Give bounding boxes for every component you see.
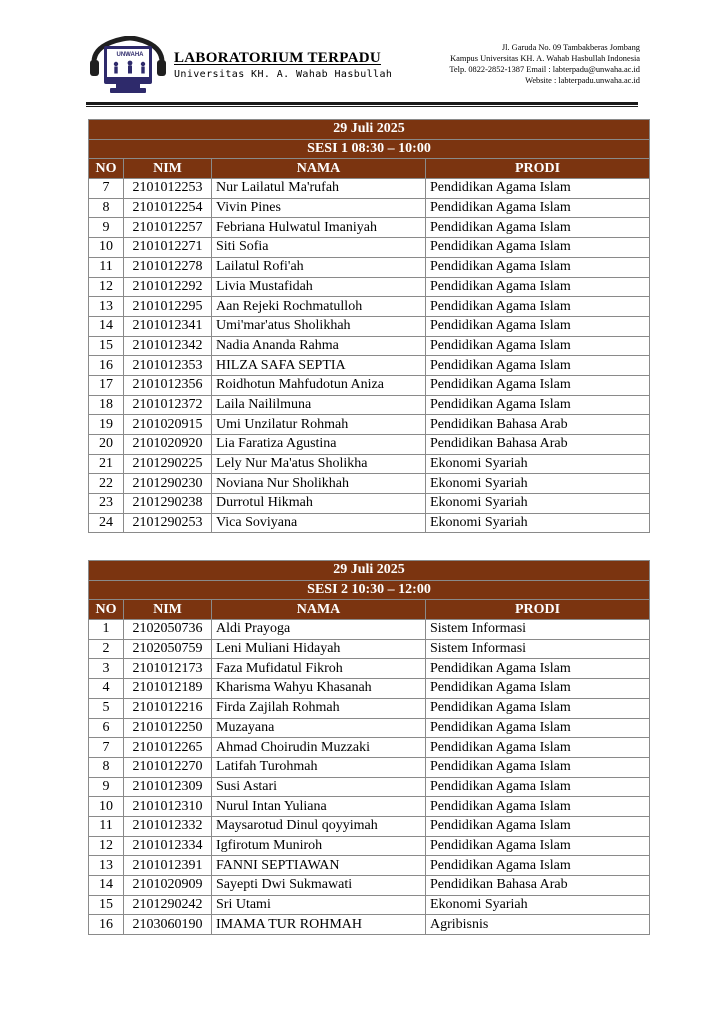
cell-nim: 2101290230 <box>124 474 212 494</box>
cell-prodi: Pendidikan Agama Islam <box>426 836 650 856</box>
col-nim-header: NIM <box>124 600 212 620</box>
cell-nim: 2101012342 <box>124 336 212 356</box>
cell-nama: Igfirotum Muniroh <box>212 836 426 856</box>
cell-prodi: Ekonomi Syariah <box>426 474 650 494</box>
cell-prodi: Pendidikan Agama Islam <box>426 218 650 238</box>
cell-nama: IMAMA TUR ROHMAH <box>212 915 426 935</box>
cell-prodi: Pendidikan Agama Islam <box>426 856 650 876</box>
cell-nim: 2101012310 <box>124 797 212 817</box>
cell-no: 14 <box>89 316 124 336</box>
cell-no: 15 <box>89 336 124 356</box>
session-1-table <box>88 119 650 533</box>
table-row <box>89 297 650 317</box>
table-row <box>89 876 650 896</box>
cell-nama: Aan Rejeki Rochmatulloh <box>212 297 426 317</box>
cell-nama: Siti Sofia <box>212 238 426 258</box>
cell-prodi: Pendidikan Agama Islam <box>426 336 650 356</box>
cell-prodi: Ekonomi Syariah <box>426 454 650 474</box>
table-row <box>89 915 650 935</box>
cell-prodi: Sistem Informasi <box>426 639 650 659</box>
table-row <box>89 277 650 297</box>
cell-no: 16 <box>89 356 124 376</box>
cell-nama: Kharisma Wahyu Khasanah <box>212 679 426 699</box>
cell-nama: Nurul Intan Yuliana <box>212 797 426 817</box>
col-no-header: NO <box>89 159 124 179</box>
cell-nim: 2101290253 <box>124 513 212 533</box>
table-row <box>89 777 650 797</box>
table-row <box>89 238 650 258</box>
cell-nim: 2101012391 <box>124 856 212 876</box>
col-nama-header: NAMA <box>212 159 426 179</box>
cell-nim: 2101012257 <box>124 218 212 238</box>
cell-no: 13 <box>89 856 124 876</box>
cell-nim: 2101020909 <box>124 876 212 896</box>
cell-nim: 2101012216 <box>124 698 212 718</box>
cell-nama: Sri Utami <box>212 895 426 915</box>
cell-prodi: Pendidikan Agama Islam <box>426 718 650 738</box>
cell-no: 11 <box>89 257 124 277</box>
col-nim-header: NIM <box>124 159 212 179</box>
table-row <box>89 797 650 817</box>
cell-no: 11 <box>89 816 124 836</box>
table-row <box>89 356 650 376</box>
table-row <box>89 659 650 679</box>
cell-nim: 2101012250 <box>124 718 212 738</box>
cell-prodi: Pendidikan Agama Islam <box>426 179 650 199</box>
cell-nim: 2101012173 <box>124 659 212 679</box>
cell-no: 19 <box>89 415 124 435</box>
cell-nim: 2101012332 <box>124 816 212 836</box>
cell-nama: FANNI SEPTIAWAN <box>212 856 426 876</box>
cell-prodi: Ekonomi Syariah <box>426 895 650 915</box>
cell-no: 22 <box>89 474 124 494</box>
cell-no: 10 <box>89 797 124 817</box>
cell-prodi: Pendidikan Agama Islam <box>426 198 650 218</box>
cell-prodi: Agribisnis <box>426 915 650 935</box>
cell-nama: Muzayana <box>212 718 426 738</box>
cell-prodi: Pendidikan Agama Islam <box>426 395 650 415</box>
table-row <box>89 738 650 758</box>
cell-nim: 2101290242 <box>124 895 212 915</box>
cell-nama: Noviana Nur Sholikhah <box>212 474 426 494</box>
cell-no: 3 <box>89 659 124 679</box>
table-row <box>89 435 650 455</box>
table-row <box>89 257 650 277</box>
cell-prodi: Pendidikan Agama Islam <box>426 659 650 679</box>
cell-prodi: Pendidikan Agama Islam <box>426 738 650 758</box>
cell-nama: Laila Naililmuna <box>212 395 426 415</box>
cell-no: 2 <box>89 639 124 659</box>
table-row <box>89 639 650 659</box>
cell-nama: Nur Lailatul Ma'rufah <box>212 179 426 199</box>
cell-prodi: Ekonomi Syariah <box>426 513 650 533</box>
lab-logo-icon <box>86 36 168 96</box>
cell-nama: HILZA SAFA SEPTIA <box>212 356 426 376</box>
cell-nim: 2102050759 <box>124 639 212 659</box>
cell-nama: Maysarotud Dinul qoyyimah <box>212 816 426 836</box>
session-time: SESI 1 08:30 – 10:00 <box>89 139 650 159</box>
cell-nim: 2101012270 <box>124 757 212 777</box>
cell-prodi: Pendidikan Agama Islam <box>426 797 650 817</box>
cell-nim: 2101290225 <box>124 454 212 474</box>
cell-no: 10 <box>89 238 124 258</box>
cell-no: 12 <box>89 836 124 856</box>
cell-nama: Lailatul Rofi'ah <box>212 257 426 277</box>
session-date: 29 Juli 2025 <box>89 561 650 581</box>
table-row <box>89 179 650 199</box>
cell-no: 8 <box>89 198 124 218</box>
cell-no: 21 <box>89 454 124 474</box>
table-row <box>89 679 650 699</box>
cell-nama: Latifah Turohmah <box>212 757 426 777</box>
cell-nim: 2101012271 <box>124 238 212 258</box>
cell-nim: 2101012372 <box>124 395 212 415</box>
cell-nim: 2101012278 <box>124 257 212 277</box>
lab-subtitle: Universitas KH. A. Wahab Hasbullah <box>174 69 393 80</box>
cell-nim: 2101290238 <box>124 494 212 514</box>
cell-nama: Vivin Pines <box>212 198 426 218</box>
table-row <box>89 895 650 915</box>
cell-nim: 2103060190 <box>124 915 212 935</box>
table-row <box>89 620 650 640</box>
session-2-table <box>88 560 650 935</box>
cell-prodi: Pendidikan Bahasa Arab <box>426 435 650 455</box>
cell-no: 15 <box>89 895 124 915</box>
table-row <box>89 316 650 336</box>
cell-prodi: Pendidikan Agama Islam <box>426 257 650 277</box>
cell-no: 9 <box>89 218 124 238</box>
cell-nama: Livia Mustafidah <box>212 277 426 297</box>
table-row <box>89 757 650 777</box>
cell-nama: Aldi Prayoga <box>212 620 426 640</box>
cell-prodi: Pendidikan Agama Islam <box>426 777 650 797</box>
cell-no: 13 <box>89 297 124 317</box>
logo-text: UNWAHA <box>116 52 144 58</box>
cell-nama: Ahmad Choirudin Muzzaki <box>212 738 426 758</box>
cell-nama: Durrotul Hikmah <box>212 494 426 514</box>
session-time: SESI 2 10:30 – 12:00 <box>89 580 650 600</box>
table-row <box>89 856 650 876</box>
cell-no: 9 <box>89 777 124 797</box>
cell-no: 23 <box>89 494 124 514</box>
cell-no: 18 <box>89 395 124 415</box>
cell-nama: Lia Faratiza Agustina <box>212 435 426 455</box>
address-line: Kampus Universitas KH. A. Wahab Hasbullah Indonesia <box>450 54 640 63</box>
cell-nim: 2101012189 <box>124 679 212 699</box>
cell-prodi: Pendidikan Agama Islam <box>426 297 650 317</box>
table-row <box>89 494 650 514</box>
cell-nama: Susi Astari <box>212 777 426 797</box>
cell-prodi: Sistem Informasi <box>426 620 650 640</box>
cell-nim: 2101020920 <box>124 435 212 455</box>
cell-prodi: Pendidikan Agama Islam <box>426 356 650 376</box>
cell-no: 4 <box>89 679 124 699</box>
cell-nama: Leni Muliani Hidayah <box>212 639 426 659</box>
cell-prodi: Pendidikan Bahasa Arab <box>426 876 650 896</box>
cell-nim: 2101012295 <box>124 297 212 317</box>
table-row <box>89 454 650 474</box>
cell-nim: 2101012356 <box>124 375 212 395</box>
table-row <box>89 513 650 533</box>
cell-nama: Roidhotun Mahfudotun Aniza <box>212 375 426 395</box>
cell-nim: 2101020915 <box>124 415 212 435</box>
table-row <box>89 474 650 494</box>
cell-prodi: Pendidikan Agama Islam <box>426 816 650 836</box>
cell-nim: 2101012254 <box>124 198 212 218</box>
table-row <box>89 836 650 856</box>
cell-nama: Sayepti Dwi Sukmawati <box>212 876 426 896</box>
cell-no: 24 <box>89 513 124 533</box>
cell-nama: Lely Nur Ma'atus Sholikha <box>212 454 426 474</box>
address-line: Telp. 0822-2852-1387 Email : labterpadu@unwaha.ac.id <box>449 65 640 74</box>
cell-nama: Febriana Hulwatul Imaniyah <box>212 218 426 238</box>
address-line: Jl. Garuda No. 09 Tambakberas Jombang <box>501 43 640 52</box>
cell-no: 20 <box>89 435 124 455</box>
cell-no: 17 <box>89 375 124 395</box>
cell-nim: 2102050736 <box>124 620 212 640</box>
cell-nim: 2101012292 <box>124 277 212 297</box>
cell-nama: Firda Zajilah Rohmah <box>212 698 426 718</box>
cell-nim: 2101012309 <box>124 777 212 797</box>
cell-prodi: Pendidikan Agama Islam <box>426 679 650 699</box>
cell-nim: 2101012334 <box>124 836 212 856</box>
address-block <box>449 42 640 86</box>
cell-nama: Nadia Ananda Rahma <box>212 336 426 356</box>
table-row <box>89 395 650 415</box>
cell-nim: 2101012265 <box>124 738 212 758</box>
cell-nim: 2101012341 <box>124 316 212 336</box>
cell-no: 8 <box>89 757 124 777</box>
cell-prodi: Ekonomi Syariah <box>426 494 650 514</box>
cell-prodi: Pendidikan Agama Islam <box>426 698 650 718</box>
cell-nama: Umi'mar'atus Sholikhah <box>212 316 426 336</box>
cell-nama: Faza Mufidatul Fikroh <box>212 659 426 679</box>
table-row <box>89 375 650 395</box>
header-divider-thin <box>86 106 638 107</box>
table-row <box>89 336 650 356</box>
cell-no: 6 <box>89 718 124 738</box>
cell-nama: Umi Unzilatur Rohmah <box>212 415 426 435</box>
letterhead <box>86 36 640 100</box>
lab-title: LABORATORIUM TERPADU <box>174 50 381 66</box>
col-prodi-header: PRODI <box>426 600 650 620</box>
cell-nim: 2101012353 <box>124 356 212 376</box>
table-row <box>89 698 650 718</box>
cell-prodi: Pendidikan Agama Islam <box>426 375 650 395</box>
cell-no: 1 <box>89 620 124 640</box>
address-line: Website : labterpadu.unwaha.ac.id <box>525 76 640 85</box>
table-row <box>89 218 650 238</box>
cell-prodi: Pendidikan Agama Islam <box>426 238 650 258</box>
cell-prodi: Pendidikan Agama Islam <box>426 277 650 297</box>
cell-no: 12 <box>89 277 124 297</box>
cell-prodi: Pendidikan Bahasa Arab <box>426 415 650 435</box>
cell-prodi: Pendidikan Agama Islam <box>426 757 650 777</box>
cell-prodi: Pendidikan Agama Islam <box>426 316 650 336</box>
header-divider <box>86 102 638 105</box>
col-prodi-header: PRODI <box>426 159 650 179</box>
table-row <box>89 198 650 218</box>
session-date: 29 Juli 2025 <box>89 120 650 140</box>
cell-no: 5 <box>89 698 124 718</box>
table-row <box>89 718 650 738</box>
cell-nama: Vica Soviyana <box>212 513 426 533</box>
cell-no: 16 <box>89 915 124 935</box>
cell-no: 7 <box>89 179 124 199</box>
table-row <box>89 415 650 435</box>
cell-nim: 2101012253 <box>124 179 212 199</box>
table-row <box>89 816 650 836</box>
cell-no: 14 <box>89 876 124 896</box>
col-no-header: NO <box>89 600 124 620</box>
cell-no: 7 <box>89 738 124 758</box>
col-nama-header: NAMA <box>212 600 426 620</box>
